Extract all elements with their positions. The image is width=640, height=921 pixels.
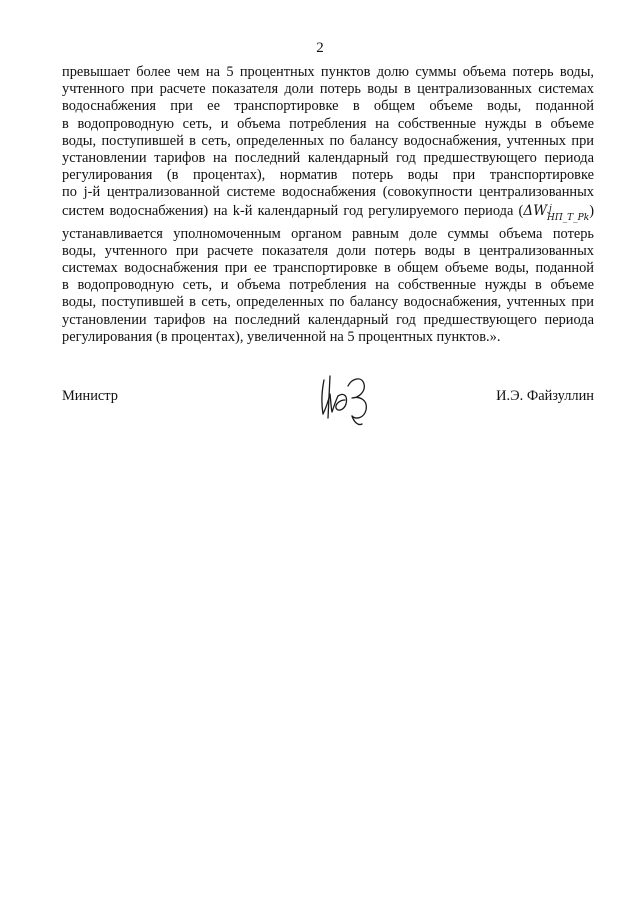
text-line: регулирования (в процентах), норматив потерь воды при транспортировке <box>62 167 594 184</box>
page-number: 2 <box>316 40 324 56</box>
formula-line-close: ) <box>589 202 594 219</box>
handwritten-signature <box>318 372 382 428</box>
formula-variable: ΔW <box>523 202 547 219</box>
text-line: превышает более чем на 5 процентных пунктов долю суммы объема потерь воды, <box>62 64 594 80</box>
formula-symbol <box>523 202 590 223</box>
text-line: установлении тарифов на последний календарный год предшествующего периода <box>62 150 594 167</box>
text-line: установлении тарифов на последний календарный год предшествующего периода <box>62 311 594 328</box>
signature-block <box>62 388 594 428</box>
text-line: регулирования (в процентах), увеличенной на 5 процентных пунктов.». <box>62 328 501 345</box>
text-line: устанавливается уполномоченным органом равным доле суммы объема потерь <box>62 225 594 242</box>
text-line: системах водоснабжения при ее транспортировке в общем объеме воды, поданной <box>62 260 594 277</box>
text-line: по j-й централизованной системе водоснабжения (совокупности централизованных <box>62 184 594 201</box>
formula-indices <box>547 205 589 223</box>
formula-line-text: систем водоснабжения) на k-й календарный год регулируемого периода ( <box>62 202 524 219</box>
formula-superscript: j <box>548 203 552 214</box>
text-line: водоснабжения при ее транспортировке в общем объеме воды, поданной <box>62 98 594 115</box>
signatory-position: Министр <box>62 388 118 404</box>
text-line: учтенного при расчете показателя доли потерь воды в централизованных системах <box>62 81 594 98</box>
formula-line <box>62 203 594 223</box>
text-line: воды, учтенного при расчете показателя доли потерь воды в централизованных <box>62 242 594 259</box>
text-line: в водопроводную сеть, и объема потребления на собственные нужды в объеме <box>62 115 594 132</box>
text-line: воды, поступившей в сеть, определенных по балансу водоснабжения, учтенных при <box>62 294 594 311</box>
text-line: воды, поступившей в сеть, определенных по балансу водоснабжения, учтенных при <box>62 132 594 149</box>
text-line: в водопроводную сеть, и объема потребления на собственные нужды в объеме <box>62 277 594 294</box>
formula-subscript: НП_Т_Рk <box>546 212 590 223</box>
body-text <box>62 64 594 346</box>
signatory-name: И.Э. Файзуллин <box>496 388 594 404</box>
